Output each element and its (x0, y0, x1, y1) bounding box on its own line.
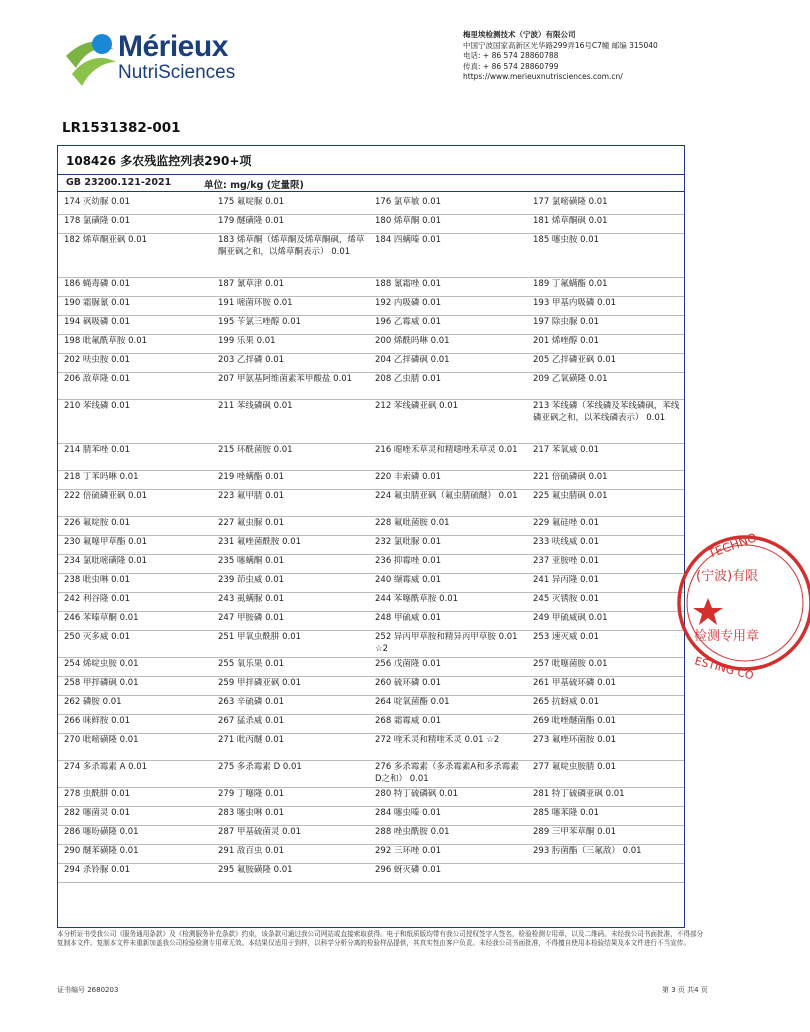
table-cell: 192 内吸磷 0.01 (375, 298, 442, 308)
table-cell: 230 氟噻甲草酯 0.01 (64, 537, 148, 547)
svg-text:检测专用章: 检测专用章 (694, 629, 760, 644)
table-row (58, 372, 684, 400)
table-cell: 279 丁噻隆 0.01 (218, 789, 285, 799)
table-cell: 293 肟菌酯（三氟敌） 0.01 (533, 846, 642, 856)
table-cell: 218 丁苯吗啉 0.01 (64, 472, 139, 482)
company-name: 梅里埃检测技术（宁波）有限公司 (463, 30, 576, 39)
table-row (58, 695, 684, 715)
table-cell: 273 氟唑环菌胺 0.01 (533, 735, 617, 745)
table-row (58, 714, 684, 734)
table-cell: 191 嘧菌环胺 0.01 (218, 298, 293, 308)
table-cell: 197 除虫脲 0.01 (533, 317, 600, 327)
table-cell: 216 噁唑禾草灵和精噁唑禾草灵 0.01 (375, 445, 518, 455)
table-cell: 184 四螨嗪 0.01 (375, 235, 442, 245)
table-cell: 215 环酰菌胺 0.01 (218, 445, 293, 455)
table-cell: 266 咪鲜胺 0.01 (64, 716, 131, 726)
table-cell: 217 苯氧威 0.01 (533, 445, 600, 455)
table-cell: 238 吡虫啉 0.01 (64, 575, 131, 585)
table-cell: 274 多杀霉素 A 0.01 (64, 762, 148, 772)
table-cell: 233 呋线威 0.01 (533, 537, 600, 547)
table-cell: 276 多杀霉素（多杀霉素A和多杀霉素D之和） 0.01 (375, 762, 519, 784)
table-cell: 245 灭锈胺 0.01 (533, 594, 600, 604)
table-cell: 223 氟甲腈 0.01 (218, 491, 285, 501)
table-cell: 231 氟唑菌酰胺 0.01 (218, 537, 302, 547)
table-cell: 289 三甲苯草酮 0.01 (533, 827, 617, 837)
table-cell: 296 蚜灭磷 0.01 (375, 865, 442, 875)
table-cell: 251 甲氧虫酰肼 0.01 (218, 632, 302, 642)
brand-name: Mérieux (118, 30, 228, 63)
table-row (58, 825, 684, 845)
table-row (58, 489, 684, 517)
company-address: 中国宁波国家高新区光华路299弄16号C7幢 邮编 315040 (463, 40, 658, 50)
table-cell: 250 灭多威 0.01 (64, 632, 131, 642)
table-cell: 208 乙虫腈 0.01 (375, 374, 442, 384)
table-cell: 280 特丁硫磷砜 0.01 (375, 789, 459, 799)
table-cell: 292 三环唑 0.01 (375, 846, 442, 856)
table-cell: 207 甲氨基阿维菌素苯甲酸盐 0.01 (218, 374, 353, 384)
table-cell: 174 灭幼脲 0.01 (64, 197, 131, 207)
table-cell: 294 杀铃脲 0.01 (64, 865, 131, 875)
table-cell: 270 吡嘧磺隆 0.01 (64, 735, 139, 745)
table-cell: 201 烯唑醇 0.01 (533, 336, 600, 346)
table-row (58, 863, 684, 883)
table-cell: 268 霜霉威 0.01 (375, 716, 442, 726)
table-cell: 284 噻虫嗪 0.01 (375, 808, 442, 818)
table-cell: 291 敌百虫 0.01 (218, 846, 285, 856)
table-row (58, 233, 684, 278)
table-cell: 221 倍硫磷砜 0.01 (533, 472, 608, 482)
certificate-number: 证书编号 2680203 (57, 986, 119, 994)
table-cell: 182 烯草酮亚砜 0.01 (64, 235, 148, 245)
table-row (58, 676, 684, 696)
table-subheader (58, 174, 684, 192)
table-cell: 259 甲拌磷亚砜 0.01 (218, 678, 302, 688)
table-cell: 199 乐果 0.01 (218, 336, 276, 346)
table-row (58, 630, 684, 658)
table-cell: 263 辛硫磷 0.01 (218, 697, 285, 707)
table-cell: 229 氟硅唑 0.01 (533, 518, 600, 528)
table-cell: 212 苯线磷亚砜 0.01 (375, 401, 459, 411)
table-row (58, 399, 684, 444)
table-row (58, 657, 684, 677)
table-cell: 247 甲胺磷 0.01 (218, 613, 285, 623)
brand-subname: NutriSciences (118, 62, 236, 83)
table-cell: 252 异丙甲草胺和精异丙甲草胺 0.01 ☆2 (375, 632, 518, 654)
table-cell: 178 氯磺隆 0.01 (64, 216, 131, 226)
table-cell: 237 亚胺唑 0.01 (533, 556, 600, 566)
table-cell: 240 缬霉威 0.01 (375, 575, 442, 585)
table-cell: 226 氟啶胺 0.01 (64, 518, 131, 528)
page-number: 第 3 页 共4 页 (662, 986, 708, 994)
table-row (58, 195, 684, 215)
table-cell: 255 氧乐果 0.01 (218, 659, 285, 669)
table-cell: 264 啶氧菌酯 0.01 (375, 697, 450, 707)
table-row (58, 470, 684, 490)
table-row (58, 806, 684, 826)
table-cell: 254 烯啶虫胺 0.01 (64, 659, 139, 669)
unit-label: 单位: mg/kg (定量限) (204, 180, 304, 191)
table-cell: 228 氟吡菌胺 0.01 (375, 518, 450, 528)
svg-text:TECHNO: TECHNO (706, 530, 759, 561)
table-cell: 236 抑霉唑 0.01 (375, 556, 442, 566)
table-cell: 269 吡唑醚菌酯 0.01 (533, 716, 617, 726)
table-cell: 185 噻虫胺 0.01 (533, 235, 600, 245)
table-cell: 227 氟虫脲 0.01 (218, 518, 285, 528)
table-cell: 285 噻苯隆 0.01 (533, 808, 600, 818)
table-cell: 257 吡噻菌胺 0.01 (533, 659, 608, 669)
table-cell: 271 吡丙醚 0.01 (218, 735, 285, 745)
table-cell: 179 醚磺隆 0.01 (218, 216, 285, 226)
table-cell: 258 甲拌磷砜 0.01 (64, 678, 139, 688)
table-cell: 187 氰草津 0.01 (218, 279, 285, 289)
table-cell: 261 甲基硫环磷 0.01 (533, 678, 617, 688)
table-cell: 243 虱螨脲 0.01 (218, 594, 285, 604)
table-cell: 281 特丁硫磷亚砜 0.01 (533, 789, 625, 799)
table-cell: 224 氟虫腈亚砜（氟虫腈硫醚） 0.01 (375, 491, 518, 501)
table-cell: 189 丁氟螨酯 0.01 (533, 279, 608, 289)
table-cell: 283 噻虫啉 0.01 (218, 808, 285, 818)
report-number: LR1531382-001 (62, 120, 181, 136)
table-cell: 190 霜脲氰 0.01 (64, 298, 131, 308)
table-row (58, 554, 684, 574)
terms-footnote: 本分析证书受我公司《服务通用条款》及《检测服务补充条款》约束，该条款可通过我公司网站或直接索取获得。电子和纸质版均带有我公司授权签字人签名，检验检测专用章，以及二维码。未经我公司书面批准，不得部分复制本文件。复制本文件未重新加盖我公司检验检测专用章无效。本结果仅适用于到样，以科学分析分离的检验样品提供，其真实性由客户负责。未经我公司书面批准，不得擅自使用本检验结果及本文件进行不当宣传。 (57, 930, 704, 948)
table-cell: 206 敌草隆 0.01 (64, 374, 131, 384)
table-cell: 265 抗蚜威 0.01 (533, 697, 600, 707)
svg-text:(宁波)有限: (宁波)有限 (696, 569, 759, 584)
table-cell: 275 多杀霉素 D 0.01 (218, 762, 302, 772)
table-cell: 244 苯噻酰草胺 0.01 (375, 594, 459, 604)
table-cell: 213 苯线磷（苯线磷及苯线磷砜，苯线磷亚砜之和，以苯线磷表示） 0.01 (533, 401, 680, 423)
table-cell: 195 苄氯三唑醇 0.01 (218, 317, 302, 327)
table-cell: 180 烯草酮 0.01 (375, 216, 442, 226)
table-row (58, 573, 684, 593)
table-cell: 286 噻吩磺隆 0.01 (64, 827, 139, 837)
table-cell: 194 砜吸磷 0.01 (64, 317, 131, 327)
company-phone: 电话: + 86 574 28860788 (463, 51, 559, 61)
table-cell: 288 唑虫酰胺 0.01 (375, 827, 450, 837)
table-cell: 232 氯吡脲 0.01 (375, 537, 442, 547)
table-cell: 287 甲基硫菌灵 0.01 (218, 827, 302, 837)
table-cell: 242 利谷隆 0.01 (64, 594, 131, 604)
table-cell: 248 甲硫威 0.01 (375, 613, 442, 623)
table-cell: 239 茚虫威 0.01 (218, 575, 285, 585)
table-cell: 262 磷胺 0.01 (64, 697, 122, 707)
table-cell: 256 戊菌隆 0.01 (375, 659, 442, 669)
table-row (58, 787, 684, 807)
company-website[interactable]: https://www.merieuxnutrisciences.com.cn/ (463, 72, 623, 82)
table-cell: 219 唑螨酯 0.01 (218, 472, 285, 482)
table-row (58, 443, 684, 471)
table-row (58, 592, 684, 612)
table-row (58, 277, 684, 297)
table-cell: 193 甲基内吸磷 0.01 (533, 298, 617, 308)
table-cell: 200 烯酰吗啉 0.01 (375, 336, 450, 346)
table-cell: 282 噻菌灵 0.01 (64, 808, 131, 818)
table-row (58, 334, 684, 354)
table-cell: 210 苯线磷 0.01 (64, 401, 131, 411)
table-cell: 241 异丙隆 0.01 (533, 575, 600, 585)
table-row (58, 296, 684, 316)
table-cell: 181 烯草酮砜 0.01 (533, 216, 608, 226)
table-cell: 267 猛杀威 0.01 (218, 716, 285, 726)
table-cell: 290 醚苯磺隆 0.01 (64, 846, 139, 856)
table-cell: 198 吡氟酰草胺 0.01 (64, 336, 148, 346)
table-cell: 196 乙霉威 0.01 (375, 317, 442, 327)
company-info (463, 30, 658, 83)
results-table (57, 145, 685, 928)
svg-text:ESTING CO: ESTING CO (693, 654, 756, 683)
table-cell: 253 速灭威 0.01 (533, 632, 600, 642)
table-cell: 225 氟虫腈砜 0.01 (533, 491, 608, 501)
table-cell: 249 甲硫威砜 0.01 (533, 613, 608, 623)
table-row (58, 611, 684, 631)
table-cell: 214 腈苯唑 0.01 (64, 445, 131, 455)
table-cell: 234 氯吡嘧磺隆 0.01 (64, 556, 148, 566)
table-cell: 202 呋虫胺 0.01 (64, 355, 131, 365)
table-cell: 177 氯嘧磺隆 0.01 (533, 197, 608, 207)
table-cell: 246 苯嗪草酮 0.01 (64, 613, 139, 623)
table-row (58, 844, 684, 864)
table-row (58, 315, 684, 335)
table-row (58, 733, 684, 761)
table-cell: 183 烯草酮（烯草酮及烯草酮砜，烯草酮亚砜之和，以烯草酮表示） 0.01 (218, 235, 365, 257)
table-cell: 204 乙拌磷砜 0.01 (375, 355, 450, 365)
table-cell: 272 喹禾灵和精喹禾灵 0.01 ☆2 (375, 735, 500, 745)
table-cell: 222 倍硫磷亚砜 0.01 (64, 491, 148, 501)
table-row (58, 535, 684, 555)
table-row (58, 516, 684, 536)
table-cell: 188 氰霜唑 0.01 (375, 279, 442, 289)
table-cell: 205 乙拌磷亚砜 0.01 (533, 355, 617, 365)
table-cell: 235 噻螨酮 0.01 (218, 556, 285, 566)
table-cell: 277 氟啶虫胺腈 0.01 (533, 762, 617, 772)
table-cell: 211 苯线磷砜 0.01 (218, 401, 293, 411)
company-fax: 传真: + 86 574 28860799 (463, 61, 559, 71)
table-row (58, 353, 684, 373)
table-cell: 278 虫酰肼 0.01 (64, 789, 131, 799)
table-title: 108426 多农残监控列表290+项 (66, 154, 252, 168)
table-row (58, 760, 684, 788)
table-cell: 176 氯草敏 0.01 (375, 197, 442, 207)
table-cell: 186 蝇毒磷 0.01 (64, 279, 131, 289)
standard-code: GB 23200.121-2021 (66, 177, 172, 188)
table-row (58, 214, 684, 234)
table-cell: 220 丰索磷 0.01 (375, 472, 442, 482)
table-cell: 203 乙拌磷 0.01 (218, 355, 285, 365)
official-seal (670, 528, 810, 683)
table-cell: 175 氟啶脲 0.01 (218, 197, 285, 207)
table-cell: 260 硫环磷 0.01 (375, 678, 442, 688)
table-cell: 295 氟胺磺隆 0.01 (218, 865, 293, 875)
table-cell: 209 乙氧磺隆 0.01 (533, 374, 608, 384)
